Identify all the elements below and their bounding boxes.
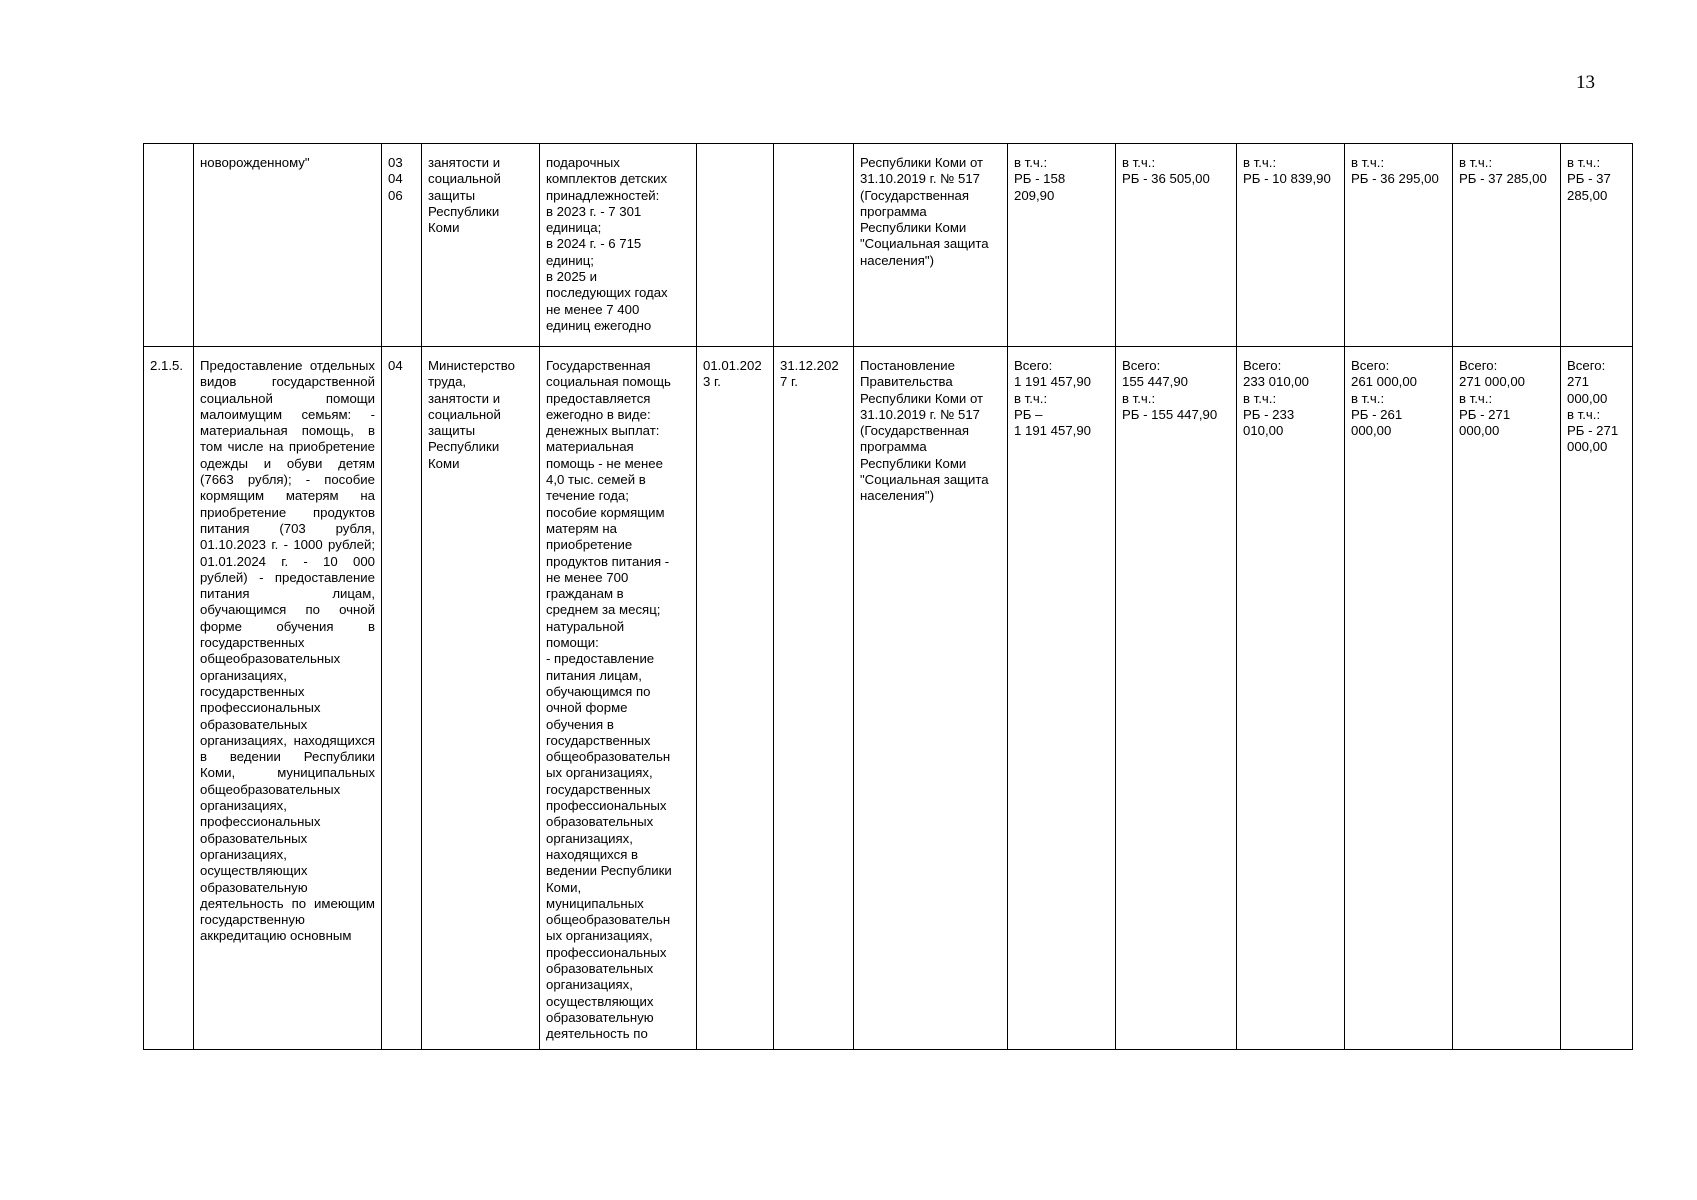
total-funding-cell: в т.ч.: РБ - 158 209,90 [1008,144,1116,347]
executor-cell: Министерство труда, занятости и социальной защиты Республики Коми [422,347,540,1050]
funding-2023-cell: в т.ч.: РБ - 36 505,00 [1116,144,1237,347]
funding-2024-cell: Всего: 233 010,00 в т.ч.: РБ - 233 010,00 [1237,347,1345,1050]
page-number: 13 [1576,72,1595,93]
basis-cell: Республики Коми от 31.10.2019 г. № 517 (Государственная программа Республики Коми "Социальная защита населения") [854,144,1008,347]
funding-2025-cell: Всего: 261 000,00 в т.ч.: РБ - 261 000,00 [1345,347,1453,1050]
executor-cell: занятости и социальной защиты Республики Коми [422,144,540,347]
indicator-cell: подарочных комплектов детских принадлежностей: в 2023 г. - 7 301 единица; в 2024 г. - 6 715 единиц; в 2025 и последующих годах не менее 7 400 единиц ежегодно [540,144,697,347]
funding-2027-cell: Всего: 271 000,00 в т.ч.: РБ - 271 000,00 [1561,347,1633,1050]
total-funding-cell: Всего: 1 191 457,90 в т.ч.: РБ – 1 191 457,90 [1008,347,1116,1050]
end-date-cell [774,144,854,347]
measure-name-cell: Предоставление отдельных видов государственной социальной помощи малоимущим семьям: - материальная помощь, в том числе на приобретение одежды и обуви детям (7663 рубля); - пособие кормящим матерям на приобретение продуктов питания (703 рубля, 01.10.2023 г. - 1000 рублей; 01.01.2024 г. - 10 000 рублей) - предоставление питания лицам, обучающимся по очной форме обучения в государственных общеобразовательных организациях, государственных профессиональных образовательных организациях, находящихся в ведении Республики Коми, муниципальных общеобразовательных организациях, профессиональных образовательных организациях, осуществляющих образовательную деятельность по имеющим государственную аккредитацию основным [194,347,382,1050]
measure-name-cell: новорожденному" [194,144,382,347]
funding-2023-cell: Всего: 155 447,90 в т.ч.: РБ - 155 447,90 [1116,347,1237,1050]
program-table [143,143,1633,1050]
table-row [144,144,1633,347]
table-row [144,347,1633,1050]
funding-2024-cell: в т.ч.: РБ - 10 839,90 [1237,144,1345,347]
code-cell: 04 [382,347,422,1050]
end-date-cell: 31.12.202 7 г. [774,347,854,1050]
funding-2026-cell: Всего: 271 000,00 в т.ч.: РБ - 271 000,00 [1453,347,1561,1050]
code-cell: 03 04 06 [382,144,422,347]
start-date-cell [697,144,774,347]
funding-2027-cell: в т.ч.: РБ - 37 285,00 [1561,144,1633,347]
start-date-cell: 01.01.202 3 г. [697,347,774,1050]
row-number-cell: 2.1.5. [144,347,194,1050]
funding-2026-cell: в т.ч.: РБ - 37 285,00 [1453,144,1561,347]
funding-2025-cell: в т.ч.: РБ - 36 295,00 [1345,144,1453,347]
basis-cell: Постановление Правительства Республики Коми от 31.10.2019 г. № 517 (Государственная программа Республики Коми "Социальная защита населения") [854,347,1008,1050]
row-number-cell [144,144,194,347]
indicator-cell: Государственная социальная помощь предоставляется ежегодно в виде: денежных выплат: материальная помощь - не менее 4,0 тыс. семей в течение года; пособие кормящим матерям на приобретение продуктов питания - не менее 700 гражданам в среднем за месяц; натуральной помощи: - предоставление питания лицам, обучающимся по очной форме обучения в государственных общеобразовательн ых организациях, государственных профессиональных образовательных организациях, находящихся в ведении Республики Коми, муниципальных общеобразовательн ых организациях, профессиональных образовательных организациях, осуществляющих образовательную деятельность по [540,347,697,1050]
